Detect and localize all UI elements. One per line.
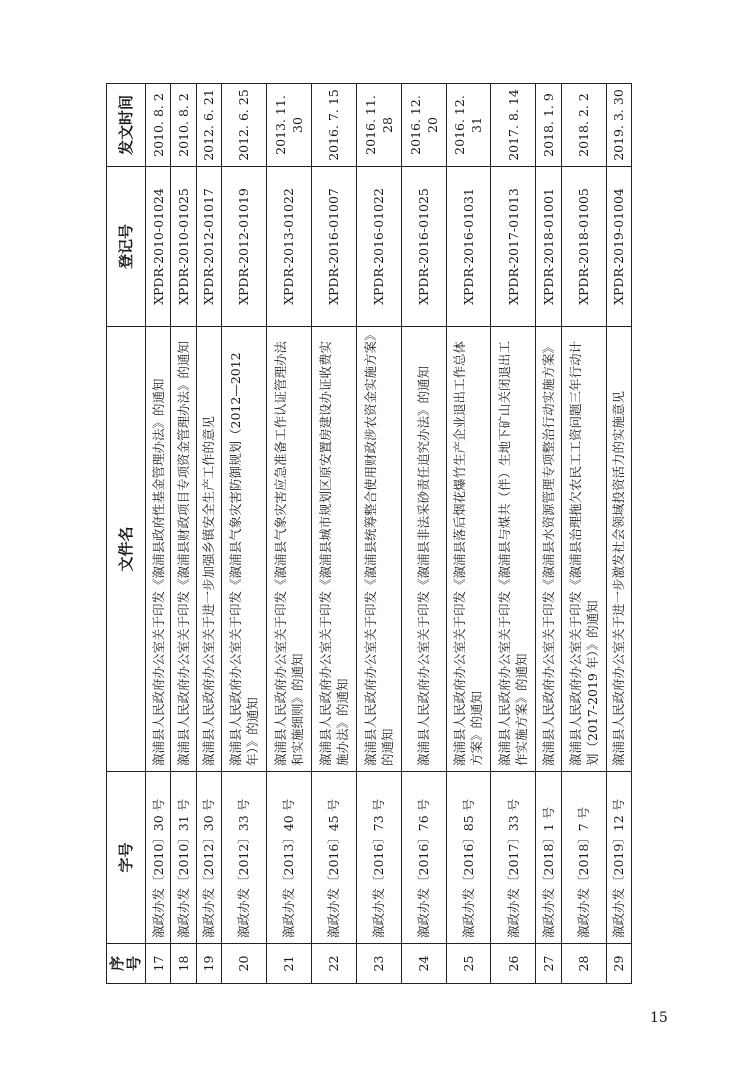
cell-doc-number: 溆政办发〔2016〕73 号 [356, 772, 401, 944]
table-row [356, 84, 401, 984]
cell-doc-title: 溆浦县人民政府办公室关于印发《溆浦县政府性基金管理办法》的通知 [146, 327, 171, 772]
cell-registration-number: XPDR-2012-01019 [221, 167, 266, 327]
cell-issue-date: 2018. 1. 9 [536, 84, 561, 167]
cell-index: 24 [401, 944, 446, 984]
header-doc-number: 字号 [107, 772, 146, 944]
cell-index: 22 [311, 944, 356, 984]
table-header-row [107, 84, 146, 984]
cell-index: 23 [356, 944, 401, 984]
cell-issue-date: 2019. 3. 30 [606, 84, 631, 167]
cell-doc-number: 溆政办发〔2016〕45 号 [311, 772, 356, 944]
cell-issue-date: 2013. 11. 30 [266, 84, 311, 167]
cell-doc-number: 溆政办发〔2019〕12 号 [606, 772, 631, 944]
cell-index: 17 [146, 944, 171, 984]
cell-doc-number: 溆政办发〔2010〕30 号 [146, 772, 171, 944]
cell-index: 26 [491, 944, 536, 984]
cell-registration-number: XPDR-2017-01013 [491, 167, 536, 327]
cell-doc-title: 溆浦县人民政府办公室关于印发《溆浦县财政项目专项资金管理办法》的通知 [171, 327, 196, 772]
cell-doc-title: 溆浦县人民政府办公室关于印发《溆浦县城市规划区原安置房建设办证收费实施办法》的通知 [311, 327, 356, 772]
cell-doc-title: 溆浦县人民政府办公室关于印发《溆浦县水资源管理专项整治行动实施方案》 [536, 327, 561, 772]
cell-index: 21 [266, 944, 311, 984]
document-table [106, 83, 632, 984]
cell-index: 28 [561, 944, 606, 984]
cell-doc-title: 溆浦县人民政府办公室关于印发《溆浦县非法采砂责任追究办法》的通知 [401, 327, 446, 772]
cell-doc-number: 溆政办发〔2018〕1 号 [536, 772, 561, 944]
header-issue-date: 发文时间 [107, 84, 146, 167]
table-row [446, 84, 491, 984]
cell-doc-number: 溆政办发〔2018〕7 号 [561, 772, 606, 944]
cell-registration-number: XPDR-2018-01001 [536, 167, 561, 327]
table-row [536, 84, 561, 984]
cell-issue-date: 2010. 8. 2 [171, 84, 196, 167]
table-row [561, 84, 606, 984]
cell-issue-date: 2016. 12. 20 [401, 84, 446, 167]
cell-index: 25 [446, 944, 491, 984]
page-number: 15 [650, 1010, 668, 1026]
cell-issue-date: 2016. 12. 31 [446, 84, 491, 167]
cell-doc-number: 溆政办发〔2012〕30 号 [196, 772, 221, 944]
cell-doc-title: 溆浦县人民政府办公室关于印发《溆浦县与煤共（伴）生地下矿山关闭退出工作实施方案》的通知 [491, 327, 536, 772]
cell-issue-date: 2018. 2. 2 [561, 84, 606, 167]
table-row [171, 84, 196, 984]
cell-doc-number: 溆政办发〔2013〕40 号 [266, 772, 311, 944]
cell-index: 18 [171, 944, 196, 984]
table-row [401, 84, 446, 984]
cell-registration-number: XPDR-2016-01022 [356, 167, 401, 327]
cell-issue-date: 2016. 11. 28 [356, 84, 401, 167]
cell-issue-date: 2012. 6. 21 [196, 84, 221, 167]
cell-index: 27 [536, 944, 561, 984]
cell-registration-number: XPDR-2019-01004 [606, 167, 631, 327]
cell-doc-title: 溆浦县人民政府办公室关于印发《溆浦县治理拖欠农民工工资问题三年行动计划（2017-2019 年）》的通知 [561, 327, 606, 772]
header-registration-number: 登记号 [107, 167, 146, 327]
cell-doc-number: 溆政办发〔2017〕33 号 [491, 772, 536, 944]
cell-registration-number: XPDR-2013-01022 [266, 167, 311, 327]
cell-registration-number: XPDR-2016-01007 [311, 167, 356, 327]
cell-doc-number: 溆政办发〔2010〕31 号 [171, 772, 196, 944]
cell-registration-number: XPDR-2012-01017 [196, 167, 221, 327]
cell-doc-title: 溆浦县人民政府办公室关于印发《溆浦县气象灾害应急准备工作认证管理办法和实施细则》的通知 [266, 327, 311, 772]
cell-doc-title: 溆浦县人民政府办公室关于印发《溆浦县落后烟花爆竹生产企业退出工作总体方案》的通知 [446, 327, 491, 772]
cell-index: 29 [606, 944, 631, 984]
cell-issue-date: 2012. 6. 25 [221, 84, 266, 167]
cell-doc-number: 溆政办发〔2012〕33 号 [221, 772, 266, 944]
cell-registration-number: XPDR-2016-01025 [401, 167, 446, 327]
table-row [221, 84, 266, 984]
cell-registration-number: XPDR-2010-01025 [171, 167, 196, 327]
cell-registration-number: XPDR-2016-01031 [446, 167, 491, 327]
cell-doc-number: 溆政办发〔2016〕85 号 [446, 772, 491, 944]
table-row [196, 84, 221, 984]
cell-doc-title: 溆浦县人民政府办公室关于印发《溆浦县统筹整合使用财政涉农资金实施方案》的通知 [356, 327, 401, 772]
cell-registration-number: XPDR-2010-01024 [146, 167, 171, 327]
cell-index: 20 [221, 944, 266, 984]
table-row [606, 84, 631, 984]
rotated-table-container [106, 84, 632, 984]
cell-issue-date: 2016. 7. 15 [311, 84, 356, 167]
table-row [491, 84, 536, 984]
cell-doc-title: 溆浦县人民政府办公室关于进一步加强乡镇安全生产工作的意见 [196, 327, 221, 772]
cell-index: 19 [196, 944, 221, 984]
header-doc-title: 文件名 [107, 327, 146, 772]
table-row [266, 84, 311, 984]
cell-issue-date: 2010. 8. 2 [146, 84, 171, 167]
cell-doc-title: 溆浦县人民政府办公室关于印发《溆浦县气象灾害防御规划（2012—2012 年）》的通知 [221, 327, 266, 772]
table-row [146, 84, 171, 984]
cell-registration-number: XPDR-2018-01005 [561, 167, 606, 327]
cell-doc-number: 溆政办发〔2016〕76 号 [401, 772, 446, 944]
cell-issue-date: 2017. 8. 14 [491, 84, 536, 167]
header-index: 序号 [107, 944, 146, 984]
cell-doc-title: 溆浦县人民政府办公室关于进一步激发社会领域投资活力的实施意见 [606, 327, 631, 772]
table-row [311, 84, 356, 984]
